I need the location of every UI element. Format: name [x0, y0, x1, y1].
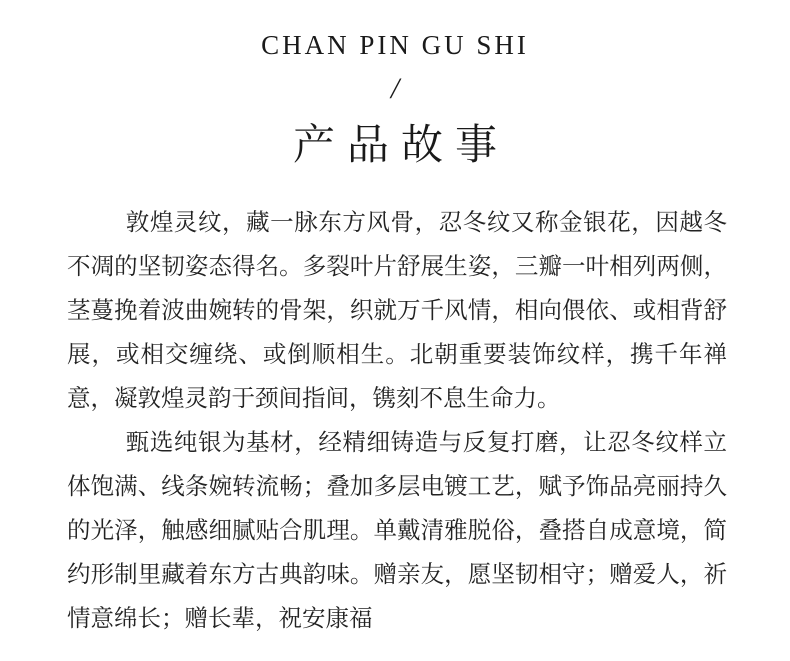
story-paragraph-1: 敦煌灵纹，藏一脉东方风骨，忍冬纹又称金银花，因越冬不凋的坚韧姿态得名。多裂叶片舒展生姿，三瓣一叶相列两侧，茎蔓挽着波曲婉转的骨架，织就万千风情，相向偎依、或相背舒展，或相交缠绕、或倒顺相生。北朝重要装饰纹样，携千年禅意，凝敦煌灵韵于颈间指间，镌刻不息生命力。 [67, 208, 727, 412]
story-body [67, 200, 727, 640]
page-title: 产品故事 [292, 120, 509, 169]
pinyin-heading: CHAN PIN GU SHI [261, 30, 529, 60]
story-paragraph-2: 甄选纯银为基材，经精细铸造与反复打磨，让忍冬纹样立体饱满、线条婉转流畅；叠加多层电镀工艺，赋予饰品亮丽持久的光泽，触感细腻贴合肌理。单戴清雅脱俗，叠搭自成意境，简约形制里藏着东方古典韵味。赠亲友，愿坚韧相守；赠爱人，祈情意绵长；赠长辈，祝安康福 [67, 428, 727, 632]
heading-divider: / [390, 72, 400, 105]
